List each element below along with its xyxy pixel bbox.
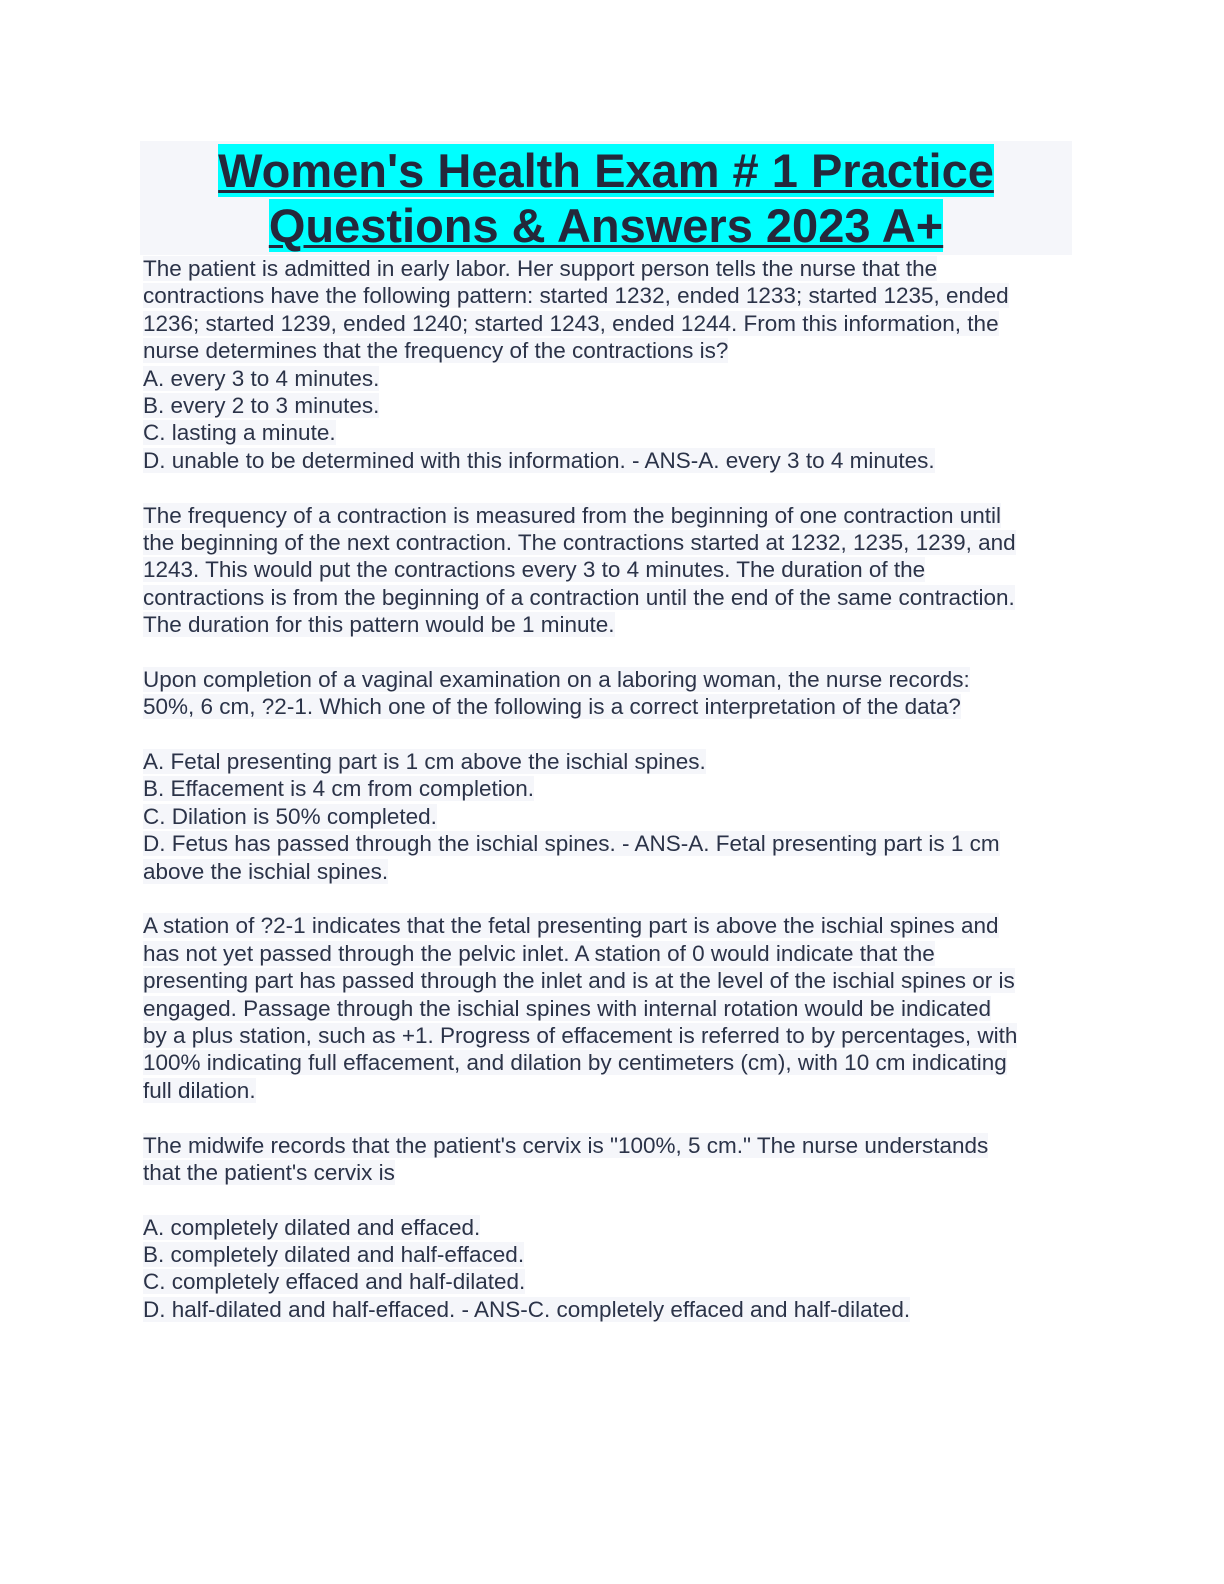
text-line-content: The frequency of a contraction is measured from the beginning of one contraction until xyxy=(143,502,1001,528)
document-page xyxy=(140,141,1072,1323)
text-line-content: 100% indicating full effacement, and dilation by centimeters (cm), with 10 cm indicating xyxy=(143,1050,1007,1076)
text-line xyxy=(143,1268,1072,1295)
paragraph xyxy=(143,666,1072,721)
text-line xyxy=(143,529,1072,556)
text-line xyxy=(143,365,1072,392)
text-line xyxy=(143,995,1072,1022)
text-line xyxy=(143,337,1072,364)
paragraph-gap xyxy=(143,721,1072,748)
paragraph xyxy=(143,502,1072,639)
text-line-content: presenting part has passed through the inlet and is at the level of the ischial spines or is xyxy=(143,968,1015,994)
text-line xyxy=(143,392,1072,419)
text-line xyxy=(143,803,1072,830)
text-line xyxy=(143,912,1072,939)
text-line xyxy=(143,858,1072,885)
paragraph xyxy=(143,1214,1072,1324)
text-line-content: C. Dilation is 50% completed. xyxy=(143,803,437,829)
text-line-content: B. completely dilated and half-effaced. xyxy=(143,1242,525,1268)
text-line xyxy=(143,1241,1072,1268)
text-line-content: C. completely effaced and half-dilated. xyxy=(143,1269,526,1295)
text-line xyxy=(143,1049,1072,1076)
paragraph-gap xyxy=(143,1104,1072,1131)
text-line-content: has not yet passed through the pelvic inlet. A station of 0 would indicate that the xyxy=(143,940,935,966)
paragraph-gap xyxy=(143,885,1072,912)
text-line-content: by a plus station, such as +1. Progress of effacement is referred to by percentages, with xyxy=(143,1022,1018,1048)
text-line-content: the beginning of the next contraction. The contractions started at 1232, 1235, 1239, and xyxy=(143,529,1016,555)
document-title xyxy=(140,141,1072,255)
text-line-content: A station of ?2-1 indicates that the fetal presenting part is above the ischial spines and xyxy=(143,913,999,939)
text-line xyxy=(143,1022,1072,1049)
paragraph xyxy=(143,255,1072,474)
text-line xyxy=(143,775,1072,802)
text-line xyxy=(143,940,1072,967)
text-line-content: The midwife records that the patient's cervix is "100%, 5 cm." The nurse understands xyxy=(143,1132,989,1158)
text-line-content: A. Fetal presenting part is 1 cm above the ischial spines. xyxy=(143,749,706,775)
title-line-1: Women's Health Exam # 1 Practice xyxy=(218,144,994,197)
text-line-content: above the ischial spines. xyxy=(143,858,389,884)
text-line xyxy=(143,255,1072,282)
text-line-content: engaged. Passage through the ischial spines with internal rotation would be indicated xyxy=(143,995,992,1021)
paragraph-gap xyxy=(143,1186,1072,1213)
text-line-content: Upon completion of a vaginal examination on a laboring woman, the nurse records: xyxy=(143,666,970,692)
document-body xyxy=(140,255,1072,1323)
paragraph-gap xyxy=(143,638,1072,665)
text-line-content: that the patient's cervix is xyxy=(143,1159,395,1185)
text-line xyxy=(143,1077,1072,1104)
text-line xyxy=(143,1296,1072,1323)
text-line-content: B. Effacement is 4 cm from completion. xyxy=(143,776,534,802)
text-line xyxy=(143,584,1072,611)
text-line xyxy=(143,447,1072,474)
paragraph xyxy=(143,1132,1072,1187)
text-line xyxy=(143,1214,1072,1241)
text-line xyxy=(143,748,1072,775)
text-line xyxy=(143,693,1072,720)
text-line-content: contractions have the following pattern: started 1232, ended 1233; started 1235, ended xyxy=(143,283,1009,309)
text-line-content: B. every 2 to 3 minutes. xyxy=(143,392,380,418)
paragraph xyxy=(143,912,1072,1104)
text-line-content: 1243. This would put the contractions every 3 to 4 minutes. The duration of the xyxy=(143,557,926,583)
text-line xyxy=(143,502,1072,529)
text-line-content: C. lasting a minute. xyxy=(143,420,336,446)
text-line-content: nurse determines that the frequency of the contractions is? xyxy=(143,338,729,364)
text-line-content: D. unable to be determined with this information. - ANS-A. every 3 to 4 minutes. xyxy=(143,447,935,473)
text-line xyxy=(143,967,1072,994)
text-line-content: D. half-dilated and half-effaced. - ANS-C. completely effaced and half-dilated. xyxy=(143,1296,911,1322)
paragraph-gap xyxy=(143,474,1072,501)
text-line-content: A. every 3 to 4 minutes. xyxy=(143,365,380,391)
text-line xyxy=(143,556,1072,583)
text-line-content: D. Fetus has passed through the ischial spines. - ANS-A. Fetal presenting part is 1 cm xyxy=(143,831,1000,857)
paragraph xyxy=(143,748,1072,885)
text-line-content: The patient is admitted in early labor. Her support person tells the nurse that the xyxy=(143,256,938,281)
text-line xyxy=(143,830,1072,857)
title-line-2: Questions & Answers 2023 A+ xyxy=(268,199,944,252)
text-line-content: contractions is from the beginning of a contraction until the end of the same contraction. xyxy=(143,584,1015,610)
text-line-content: full dilation. xyxy=(143,1077,256,1103)
text-line xyxy=(143,1159,1072,1186)
text-line xyxy=(143,1132,1072,1159)
text-line xyxy=(143,282,1072,309)
text-line xyxy=(143,611,1072,638)
text-line-content: The duration for this pattern would be 1 minute. xyxy=(143,612,615,638)
text-line xyxy=(143,419,1072,446)
text-line xyxy=(143,310,1072,337)
text-line-content: 1236; started 1239, ended 1240; started 1243, ended 1244. From this information, the xyxy=(143,310,999,336)
text-line-content: A. completely dilated and effaced. xyxy=(143,1214,481,1240)
text-line xyxy=(143,666,1072,693)
text-line-content: 50%, 6 cm, ?2-1. Which one of the following is a correct interpretation of the data? xyxy=(143,694,961,720)
